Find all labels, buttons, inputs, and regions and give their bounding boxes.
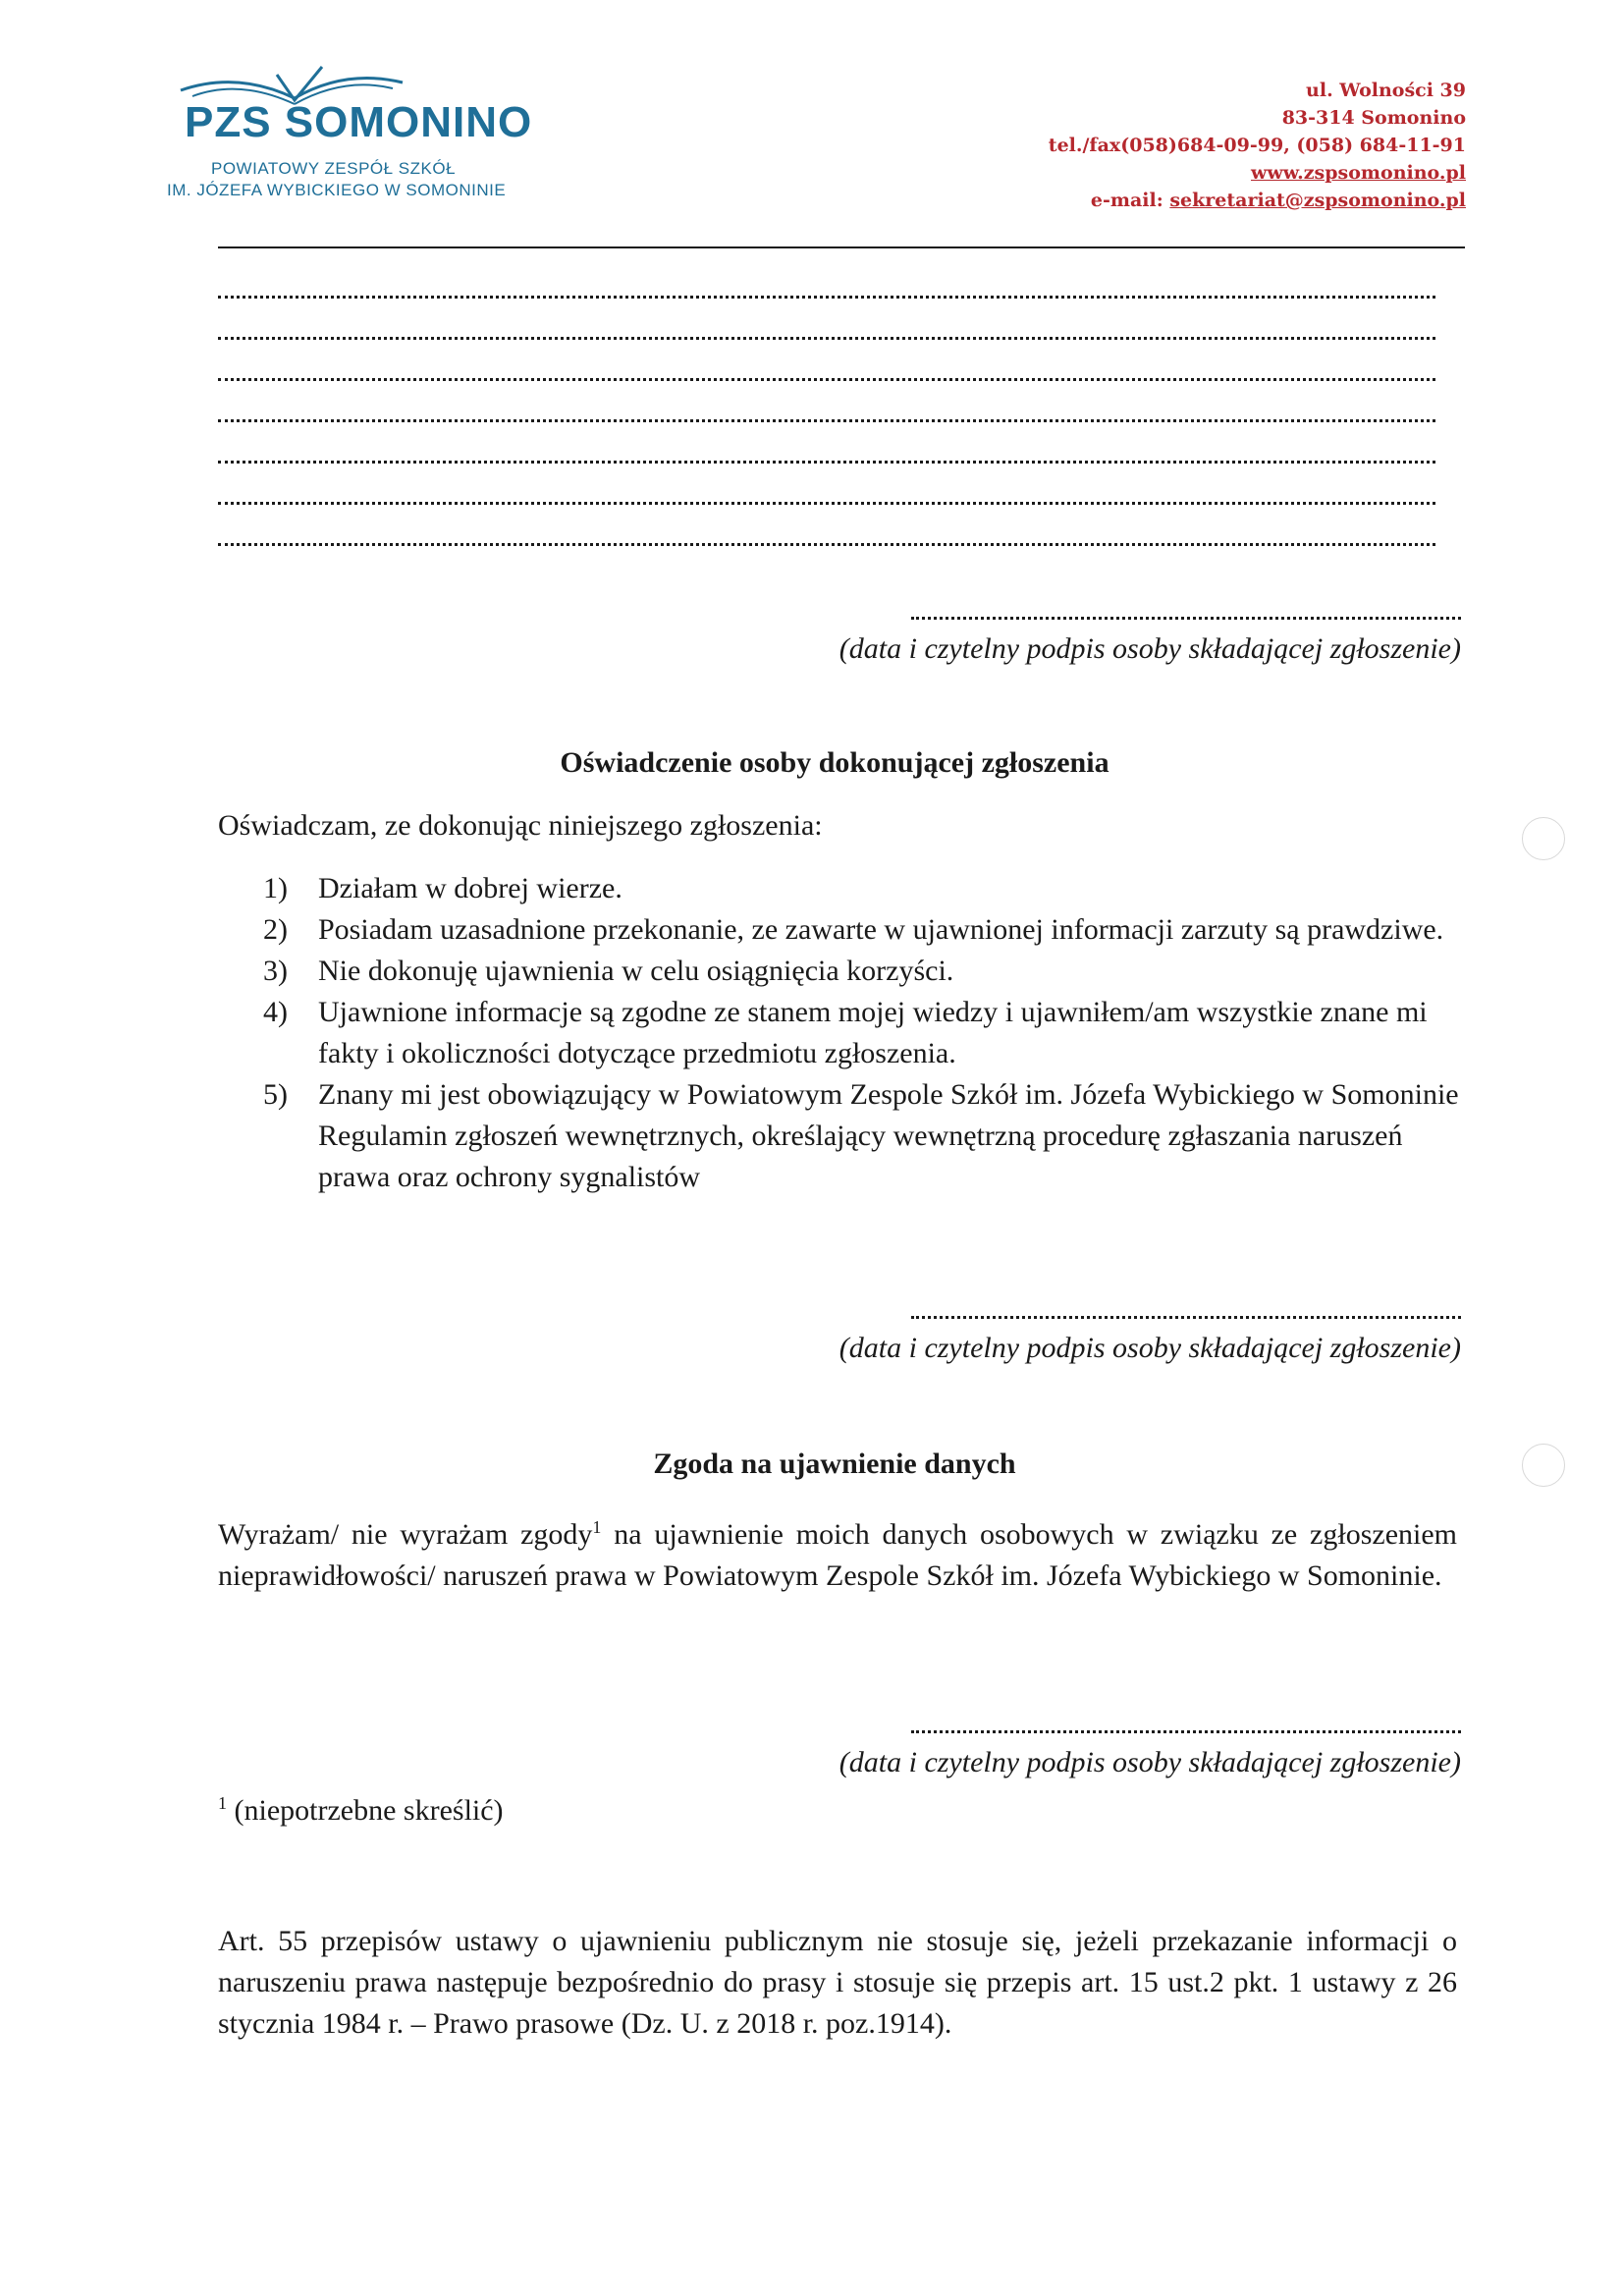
consent-text — [218, 1506, 1457, 1597]
list-item-number: 5) — [263, 1078, 288, 1111]
list-item-number: 2) — [263, 913, 288, 946]
list-item — [263, 951, 1471, 992]
signature-block-2 — [774, 1306, 1461, 1365]
logo-subtitle-2: IM. JÓZEFA WYBICKIEGO W SOMONINIE — [167, 181, 507, 199]
list-item-number: 1) — [263, 872, 288, 904]
report-line[interactable] — [218, 464, 1435, 505]
report-line[interactable] — [218, 299, 1435, 340]
signature-caption: (data i czytelny podpis osoby składającej zgłoszenie) — [839, 1746, 1461, 1778]
list-item-text: Znany mi jest obowiązujący w Powiatowym Zespole Szkół im. Józefa Wybickiego w Somoninie Regulamin zgłoszeń wewnętrznych, określający wewnętrzną procedurę zgłaszania naruszeń prawa oraz ochrony sygnalistów — [318, 1078, 1459, 1193]
declaration-list — [263, 868, 1471, 1198]
phone-fax: tel./fax(058)684-09-99, (058) 684-11-91 — [1048, 135, 1466, 156]
legal-note: Art. 55 przepisów ustawy o ujawnieniu publicznym nie stosuje się, jeżeli przekazanie informacji o naruszeniu prawa następuje bezpośrednio do prasy i stosuje się przepis art. 15 ust.2 pkt. 1 ustawy z 26 stycznia 1984 r. – Prawo prasowe (Dz. U. z 2018 r. poz.1914). — [218, 1925, 1457, 2040]
signature-block-3 — [774, 1721, 1461, 1779]
declaration-intro: Oświadczam, ze dokonując niniejszego zgłoszenia: — [218, 809, 823, 842]
email-label: e-mail: — [1090, 190, 1170, 211]
consent-text-start: Wyrażam/ nie wyrażam zgody — [218, 1518, 593, 1551]
footnote-text: (niepotrzebne skreślić) — [227, 1794, 504, 1827]
list-item — [263, 868, 1471, 909]
signature-line[interactable] — [911, 1721, 1461, 1733]
signature-caption: (data i czytelny podpis osoby składającej zgłoszenie) — [839, 632, 1461, 665]
header-divider — [218, 246, 1465, 248]
declaration-heading: Oświadczenie osoby dokonującej zgłoszenia — [560, 746, 1109, 779]
list-item-text: Działam w dobrej wierze. — [318, 872, 622, 904]
report-line[interactable] — [218, 422, 1435, 464]
list-item — [263, 909, 1471, 951]
list-item-number: 4) — [263, 996, 288, 1028]
report-line[interactable] — [218, 505, 1435, 546]
list-item-text: Ujawnione informacje są zgodne ze stanem mojej wiedzy i ujawniłem/am wszystkie znane mi fakty i okoliczności dotyczące przedmiotu zgłoszenia. — [318, 996, 1428, 1069]
list-item — [263, 1074, 1471, 1198]
report-line[interactable] — [218, 381, 1435, 422]
email-line — [1049, 187, 1466, 214]
email-link[interactable]: sekretariat@zspsomonino.pl — [1169, 190, 1466, 211]
footnote-marker: 1 — [592, 1517, 602, 1537]
signature-caption: (data i czytelny podpis osoby składającej zgłoszenie) — [839, 1332, 1461, 1364]
list-item — [263, 992, 1471, 1074]
logo-subtitle-1: POWIATOWY ZESPÓŁ SZKÓŁ — [211, 159, 457, 178]
punch-hole-mark — [1522, 1444, 1565, 1487]
consent-heading: Zgoda na ujawnienie danych — [653, 1448, 1016, 1480]
website-link[interactable]: www.zspsomonino.pl — [1251, 162, 1466, 184]
address-postal: 83-314 Somonino — [1281, 107, 1466, 129]
footnote — [218, 1793, 504, 1828]
consent-text-end: na ujawnienie moich danych osobowych w związku ze zgłoszeniem nieprawidłowości/ naruszeń prawa w Powiatowym Zespole Szkół im. Józefa Wybickiego w Somoninie. — [218, 1518, 1457, 1592]
contact-block — [1049, 77, 1466, 214]
logo-title: PZS SOMONINO — [185, 98, 533, 146]
list-item-number: 3) — [263, 955, 288, 987]
report-line[interactable] — [218, 257, 1435, 299]
report-text-area[interactable] — [218, 257, 1435, 546]
signature-block-1 — [774, 607, 1461, 666]
address-street: ul. Wolności 39 — [1306, 80, 1466, 101]
signature-line[interactable] — [911, 1306, 1461, 1319]
list-item-text: Nie dokonuję ujawnienia w celu osiągnięcia korzyści. — [318, 955, 954, 987]
report-line[interactable] — [218, 340, 1435, 381]
list-item-text: Posiadam uzasadnione przekonanie, ze zawarte w ujawnionej informacji zarzuty są prawdziwe. — [318, 913, 1444, 946]
footnote-number: 1 — [218, 1793, 227, 1813]
punch-hole-mark — [1522, 817, 1565, 860]
signature-line[interactable] — [911, 607, 1461, 620]
